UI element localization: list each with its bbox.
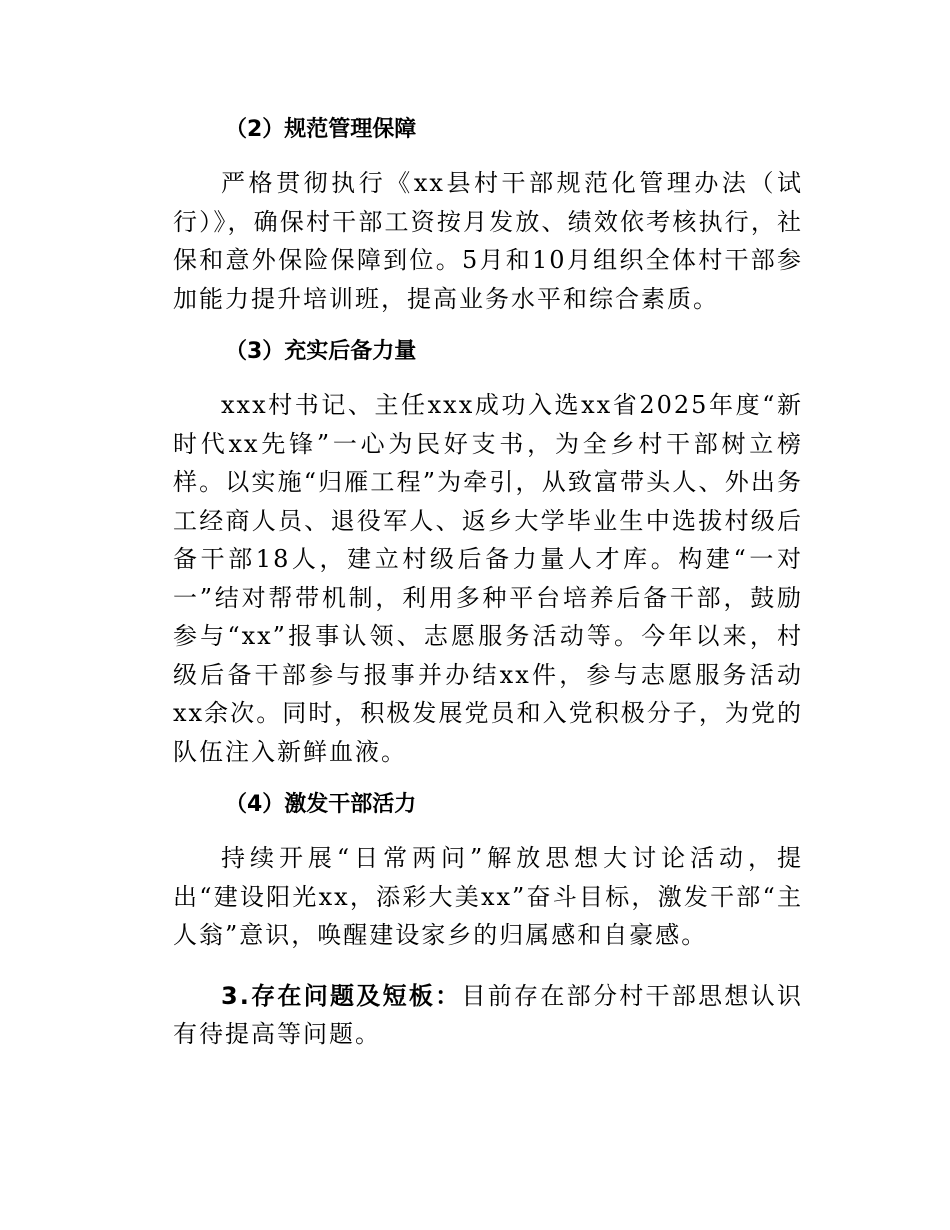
issues-text: 目前存在部分村干部思想认识有待提高等问题。 [173, 981, 803, 1048]
section-body-3: xxx村书记、主任xxx成功入选xx省2025年度“新时代xx先锋”一心为民好支书，为全乡村干部树立榜样。以实施“归雁工程”为牵引，从致富带头人、外出务工经商人员、退役军人、返乡大学毕业生中选拔村级后备干部18人，建立村级后备力量人才库。构建“一对一”结对帮带机制，利用多种平台培养后备干部，鼓励参与“xx”报事认领、志愿服务活动等。今年以来，村级后备干部参与报事并办结xx件，参与志愿服务活动xx余次。同时，积极发展党员和入党积极分子，为党的队伍注入新鲜血液。 [173, 391, 803, 766]
document-page [173, 110, 803, 1054]
issues-paragraph [173, 977, 803, 1054]
section-heading-3: （3）充实后备力量 [225, 339, 417, 364]
section-body-4: 持续开展“日常两问”解放思想大讨论活动，提出“建设阳光xx，添彩大美xx”奋斗目标，激发干部“主人翁”意识，唤醒建设家乡的归属感和自豪感。 [173, 844, 803, 949]
issues-label: 3.存在问题及短板： [221, 981, 462, 1010]
section-body-2: 严格贯彻执行《xx县村干部规范化管理办法（试行）》，确保村干部工资按月发放、绩效依考核执行，社保和意外保险保障到位。5月和10月组织全体村干部参加能力提升培训班，提高业务水平和综合素质。 [173, 169, 803, 313]
section-heading-4: （4）激发干部活力 [225, 792, 417, 817]
section-heading-2: （2）规范管理保障 [225, 117, 417, 142]
